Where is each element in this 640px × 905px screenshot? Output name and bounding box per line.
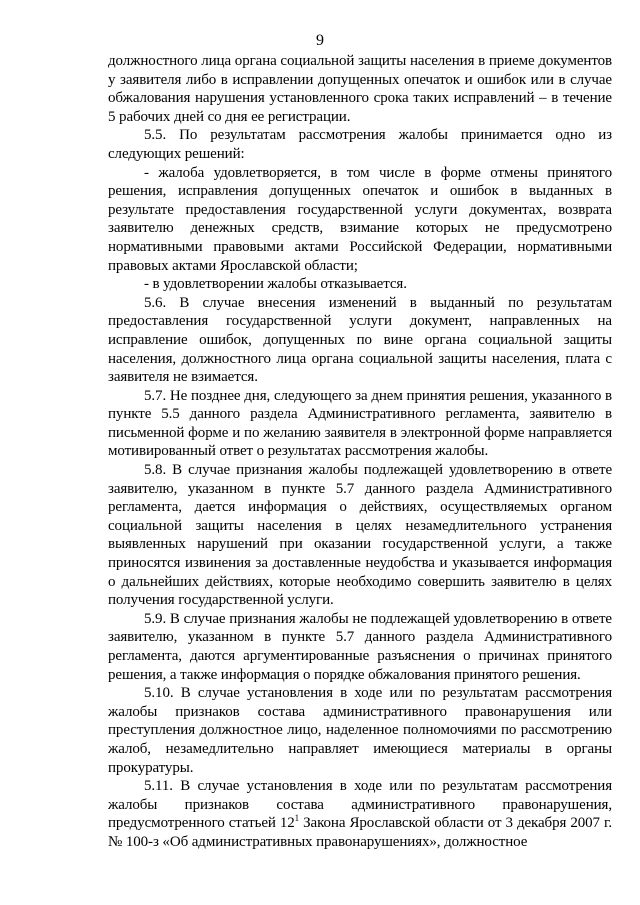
- page-number: 9: [316, 32, 324, 49]
- paragraph-continuation: должностного лица органа социальной защиты населения в приеме документов у заявителя либо в исправлении допущенных опечаток и ошибок или в случае обжалования нарушения установленного срока таких исправлений – в течение 5 рабочих дней со дня ее регистрации.: [108, 53, 612, 125]
- paragraph-5-5: 5.5. По результатам рассмотрения жалобы принимается одно из следующих решений:: [108, 127, 612, 162]
- paragraph-option-satisfied: - жалоба удовлетворяется, в том числе в форме отмены принятого решения, исправления допущенных опечаток и ошибок в выданных в результате предоставления государственной услуги документах, возврата заявителю денежных средств, взимание которых не предусмотрено нормативными правовыми актами Российской Федерации, нормативными правовых актами Ярославской области;: [108, 164, 612, 274]
- body-text: [108, 52, 612, 852]
- paragraph-5-7: 5.7. Не позднее дня, следующего за днем принятия решения, указанного в пункте 5.5 данного раздела Административного регламента, заявителю в письменной форме и по желанию заявителя в электронной форме направляется мотивированный ответ о результатах рассмотрения жалобы.: [108, 387, 612, 460]
- paragraph-5-10: 5.10. В случае установления в ходе или по результатам рассмотрения жалобы признаков состава административного правонарушения или преступления должностное лицо, наделенное полномочиями по рассмотрению жалоб, незамедлительно направляет имеющиеся материалы в органы прокуратуры.: [108, 685, 612, 776]
- paragraph-option-refused: - в удовлетворении жалобы отказывается.: [144, 276, 407, 293]
- paragraph-5-11-text-start: 5.11. В случае установления в ходе или по результатам рассмотрения жалобы признаков состава административного правонарушения, предусмотренного статьей 12: [108, 778, 612, 832]
- article-superscript: 1: [294, 813, 300, 824]
- paragraph-5-9: 5.9. В случае признания жалобы не подлежащей удовлетворению в ответе заявителю, указанном в пункте 5.7 данного раздела Административного регламента, даются аргументированные разъяснения о причинах принятого решения, а также информация о порядке обжалования принятого решения.: [108, 610, 612, 683]
- paragraph-5-11: [108, 777, 612, 851]
- paragraph-5-6: 5.6. В случае внесения изменений в выданный по результатам предоставления государственной услуги документ, направленных на исправление ошибок, допущенных по вине органа социальной защиты населения, должностного лица органа социальной защиты населения, плата с заявителя не взимается.: [108, 294, 612, 386]
- paragraph-5-8: 5.8. В случае признания жалобы подлежащей удовлетворению в ответе заявителю, указанном в пункте 5.7 данного раздела Административного регламента, дается информация о действиях, осуществляемых органом социальной защиты населения в целях незамедлительного устранения выявленных нарушений при оказании государственной услуги, а также приносятся извинения за доставленные неудобства и указывается информация о дальнейших действиях, которые необходимо совершить заявителю в целях получения государственной услуги.: [108, 462, 612, 609]
- paragraph-5-11-text-end: Закона Ярославской области от 3 декабря 2007 г. № 100-з «Об административных правонарушениях», должностное: [108, 815, 612, 850]
